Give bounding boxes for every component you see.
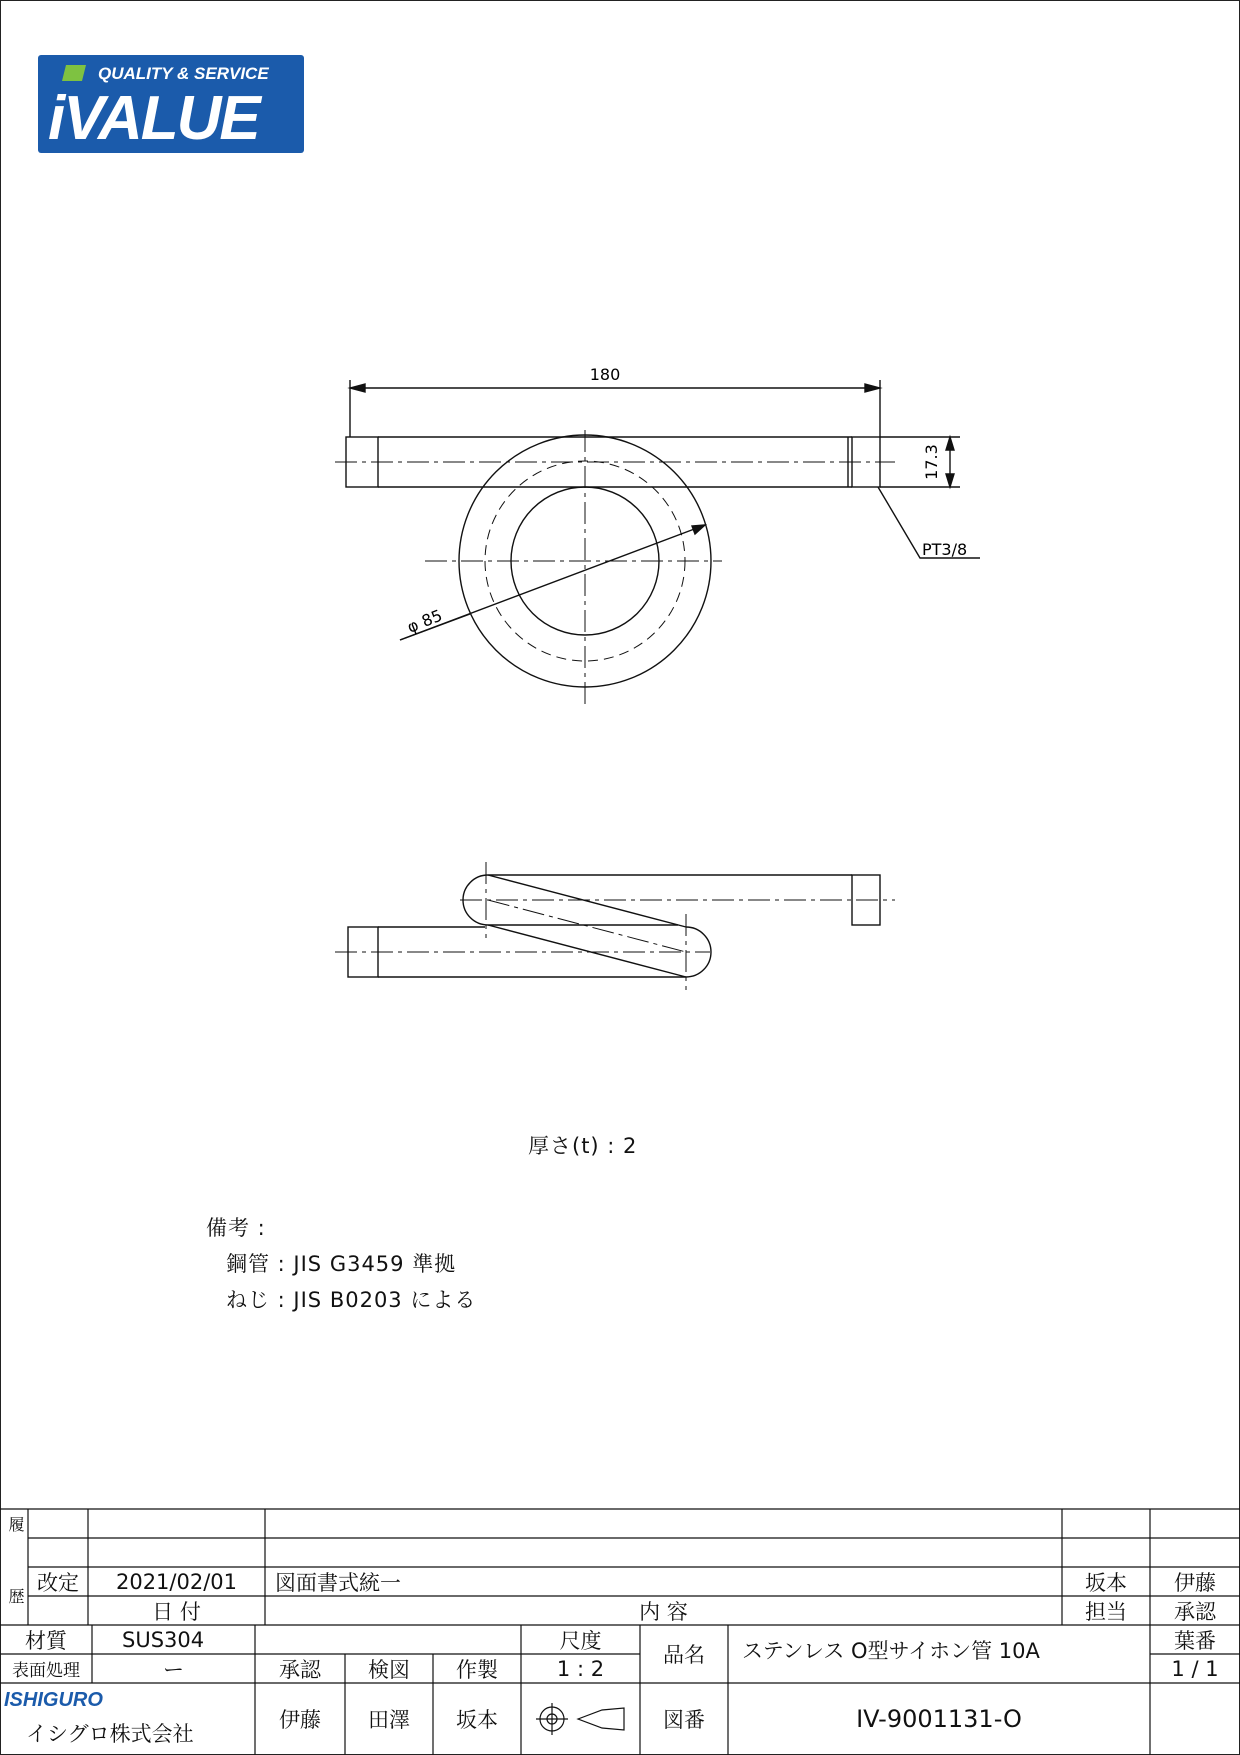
rev-approver: 伊藤 (1174, 1570, 1216, 1595)
rev-content: 図面書式統一 (275, 1570, 401, 1595)
sheet-value: 1 / 1 (1171, 1656, 1219, 1681)
sheet-label: 葉番 (1174, 1628, 1216, 1653)
dim-length: 180 (589, 365, 621, 384)
surface-value: ー (163, 1657, 184, 1682)
company-logo: ISHIGURO (4, 1688, 103, 1711)
rev-person: 坂本 (1085, 1570, 1127, 1595)
approve-label: 承認 (279, 1657, 321, 1682)
check-name: 田澤 (368, 1708, 410, 1732)
rev-label: 改定 (37, 1570, 79, 1595)
projection-symbol (536, 1703, 624, 1735)
material-label: 材質 (25, 1628, 67, 1653)
thread-label: PT3/8 (922, 540, 968, 559)
thickness-note: 厚さ(t) : 2 (528, 1134, 638, 1158)
drawing-no-label: 図番 (663, 1708, 705, 1732)
product-value: ステンレス O型サイホン管 10A (742, 1639, 1040, 1663)
history-label-bottom: 歴 (6, 1588, 25, 1604)
remarks-pipe: 鋼管 : JIS G3459 準拠 (226, 1252, 457, 1276)
person-header: 担当 (1085, 1599, 1127, 1624)
check-label: 検図 (368, 1657, 410, 1682)
make-label: 作製 (456, 1657, 498, 1682)
dim-height: 17.3 (922, 444, 941, 480)
company-name: イシグロ株式会社 (26, 1722, 194, 1746)
title-block (0, 1508, 1240, 1755)
surface-label: 表面処理 (12, 1661, 80, 1681)
remarks-thread: ねじ : JIS B0203 による (226, 1288, 477, 1312)
date-header: 日 付 (152, 1599, 201, 1624)
approver-header: 承認 (1174, 1599, 1216, 1624)
drawing-no-value: IV-9001131-O (856, 1705, 1022, 1733)
remarks (206, 1210, 476, 1318)
approve-name: 伊藤 (279, 1708, 321, 1732)
history-label-top: 履 (6, 1516, 25, 1532)
loop-dim: φ 85 (404, 605, 445, 637)
content-header: 内 容 (639, 1599, 688, 1624)
logo-brand: iVALUE (48, 84, 259, 153)
make-name: 坂本 (456, 1708, 498, 1732)
material-value: SUS304 (122, 1627, 205, 1652)
product-label: 品名 (663, 1643, 705, 1667)
rev-date: 2021/02/01 (115, 1569, 238, 1594)
remarks-heading: 備考 : (206, 1216, 266, 1240)
logo-tagline: QUALITY & SERVICE (98, 64, 269, 83)
scale-value: 1 : 2 (556, 1656, 605, 1681)
scale-label: 尺度 (559, 1628, 602, 1653)
